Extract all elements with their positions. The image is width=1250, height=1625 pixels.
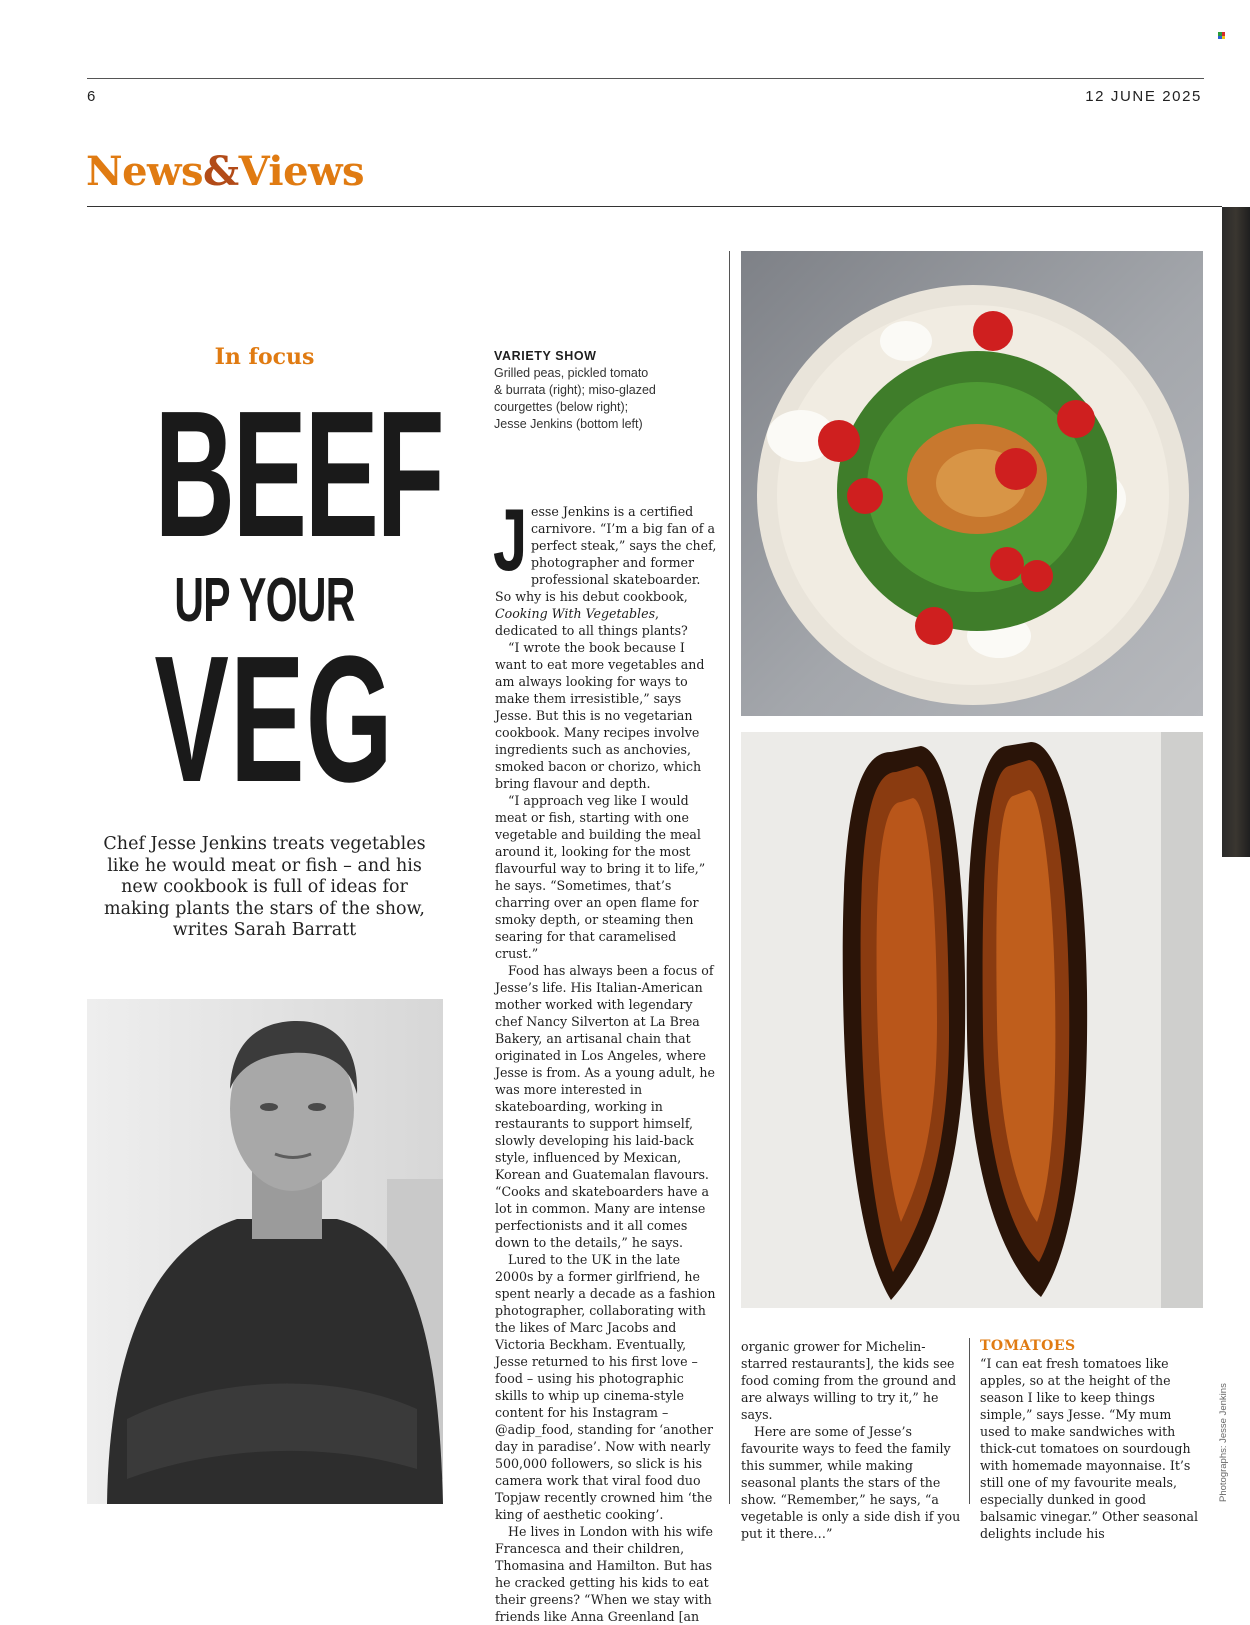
subheading-tomatoes: TOMATOES [980,1338,1076,1354]
article-paragraph: Here are some of Jesse’s favourite ways to feed the family this summer, while making seasonal plants the stars of the show. “Remember,” he says, “a vegetable is only a side dish if you put it there…” [741,1424,961,1541]
article-column-2 [741,1338,963,1542]
article-column-1 [493,490,720,1625]
caption-line: courgettes (below right); [494,400,629,414]
article-paragraph: “I wrote the book because I want to eat more vegetables and am always looking for ways to make them irresistible,” says Jesse. But this is no vegetarian cookbook. Many recipes involve ingredients such as anchovies, smoked bacon or chorizo, which bring flavour and depth. [495,640,705,791]
issue-date: 12 JUNE 2025 [1085,88,1202,105]
chef-portrait-photo [87,999,443,1504]
section-heading-views: Views [238,148,365,195]
peas-burrata-photo [741,251,1203,716]
header-rule [87,78,1204,79]
column-rule [729,251,730,1504]
article-paragraph: organic grower for Michelin-starred restaurants], the kids see food coming from the ground and are always willing to try it,” he says. [741,1339,957,1422]
caption-line: Jesse Jenkins (bottom left) [494,417,643,431]
registration-mark [1218,32,1225,39]
drop-cap: J [493,490,528,589]
article-column-3 [980,1338,1202,1542]
kicker: In focus [214,344,315,370]
cropped-edge-photo [1222,207,1250,857]
book-title: Cooking With Vegetables [495,606,656,621]
caption-line: & burrata (right); miso-glazed [494,383,656,397]
article-paragraph: Jesse Jenkins is a certified carnivore. “I’m a big fan of a perfect steak,” says the chef, photographer and former professional skateboarder. So why is his debut cookbook, Cooking With Vegetables, dedicated to all things plants? [493,490,717,638]
column-rule [969,1338,970,1504]
article-paragraph: “I approach veg like I would meat or fish, starting with one vegetable and building the meal around it, looking for the most flavourful way to bring it to life,” he says. “Sometimes, that’s charring over an open flame for smoky depth, or steaming then searing for that caramelised crust.” [495,793,706,961]
section-heading-amp: & [202,148,239,195]
section-heading-news: News [86,148,203,195]
headline-line-2: UP YOUR [174,566,355,635]
caption-title: VARIETY SHOW [494,349,597,363]
section-rule [87,206,1222,207]
article-paragraph: He lives in London with his wife Francesca and their children, Thomasina and Hamilton. But has he cracked getting his kids to eat their greens? “When we stay with friends like Anna Greenland [an [495,1524,713,1624]
page-number: 6 [87,88,97,105]
standfirst: Chef Jesse Jenkins treats vegetables like he would meat or fish – and his new cookbook is full of ideas for making plants the stars of the show, writes Sarah Barratt [103,834,426,940]
caption-body [494,365,674,433]
article-paragraph: Lured to the UK in the late 2000s by a former girlfriend, he spent nearly a decade as a fashion photographer, collaborating with the likes of Marc Jacobs and Victoria Beckham. Eventually, Jesse returned to his first love – food – using his photographic skills to whip up cinema-style content for his Instagram – @adip_food, standing for ‘another day in paradise’. Now with nearly 500,000 followers, so slick is his camera work that viral food duo Topjaw recently crowned him ‘the king of aesthetic cooking’. [495,1252,716,1522]
caption-line: Grilled peas, pickled tomato [494,366,649,380]
headline-line-1: BEEF [154,374,443,575]
section-heading [86,148,364,195]
article-paragraph: “I can eat fresh tomatoes like apples, so at the height of the season I like to keep things simple,” says Jesse. “My mum used to make sandwiches with thick-cut tomatoes on sourdough with homemade mayonnaise. It’s still one of my favourite meals, especially dunked in good balsamic vinegar.” Other seasonal delights include his [980,1356,1199,1541]
headline-line-3: VEG [154,619,394,820]
miso-courgettes-photo [741,732,1203,1308]
photo-credit: Photographs: Jesse Jenkins [1218,1383,1229,1502]
article-paragraph: Food has always been a focus of Jesse’s life. His Italian-American mother worked with legendary chef Nancy Silverton at La Brea Bakery, an artisanal chain that originated in Los Angeles, where Jesse is from. As a young adult, he was more interested in skateboarding, working in restaurants to support himself, slowly developing his laid-back style, influenced by Mexican, Korean and Guatemalan flavours. “Cooks and skateboarders have a lot in common. Many are intense perfectionists and it all comes down to the details,” he says. [495,963,715,1250]
